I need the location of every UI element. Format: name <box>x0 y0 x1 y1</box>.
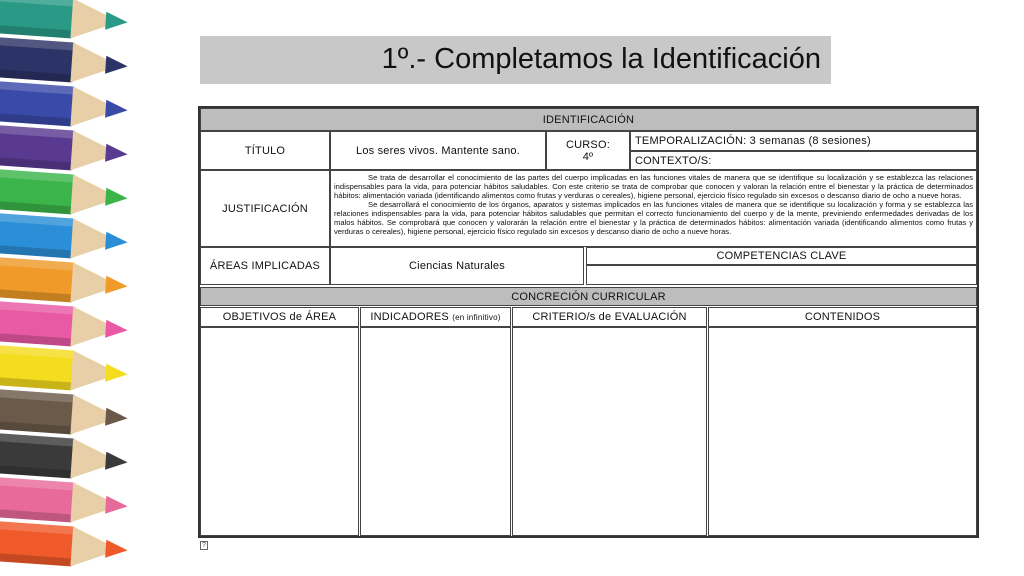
criterios-body <box>512 327 707 536</box>
identification-header: IDENTIFICACIÓN <box>200 108 977 131</box>
pencil <box>0 124 171 177</box>
justificacion-paragraph-1: Se trata de desarrollar el conocimiento de las partes del cuerpo implicadas en las funciones vitales de manera que se identifique su localización y se establezca las relaciones indispensables para la vida, para potenciar hábitos saludables. Con este criterio se trata de comprobar que conocen y valoran la relación entre el bienestar y la práctica de determinados hábitos: alimentación variada (identificando alimentos como frutas y verduras o cereales), higiene personal, ejercicio físico regulado sin excesos o descanso diario de ocho a nueve horas. <box>334 173 973 200</box>
competencias-header: COMPETENCIAS CLAVE <box>586 247 977 265</box>
pencil <box>0 256 171 309</box>
indicadores-body <box>360 327 511 536</box>
pencil <box>0 432 171 485</box>
colored-pencils-decoration <box>0 0 175 576</box>
justificacion-label: JUSTIFICACIÓN <box>200 170 330 247</box>
pencil <box>0 300 171 353</box>
areas-label: ÁREAS IMPLICADAS <box>200 247 330 285</box>
col-indicadores-note: (en infinitivo) <box>452 312 501 322</box>
col-indicadores-label: INDICADORES <box>370 311 449 323</box>
identification-table <box>198 106 979 538</box>
titulo-label: TÍTULO <box>200 131 330 170</box>
titulo-value: Los seres vivos. Mantente sano. <box>330 131 546 170</box>
pencil <box>0 476 171 529</box>
areas-value: Ciencias Naturales <box>330 247 584 285</box>
competencias-value <box>586 265 977 285</box>
placeholder-icon: ? <box>200 541 208 550</box>
page-title: 1º.- Completamos la Identificación <box>381 43 821 75</box>
title-bar <box>200 36 831 84</box>
col-criterios: CRITERIO/s de EVALUACIÓN <box>512 307 707 327</box>
pencil <box>0 520 171 573</box>
pencil <box>0 80 171 133</box>
justificacion-text <box>330 170 977 247</box>
justificacion-paragraph-2: Se desarrollará el conocimiento de los órganos, aparatos y sistemas implicados en las funciones vitales de manera que se identifique su localización y forma y se establezca las relaciones indispensables para la vida, para potenciar hábitos saludables que permitan el correcto funcionamiento del cuerpo y de la mente, previniendo enfermedades derivadas de los malos hábitos. Se comprobará que conocen y valorarán la relación entre el bienestar y la práctica de determinados hábitos: alimentación variada (identificando alimentos como frutas y verduras o cereales), higiene personal, ejercicio físico regulado sin excesos y descanso diario de ocho a nueve horas. <box>334 200 973 236</box>
col-contenidos: CONTENIDOS <box>708 307 977 327</box>
pencil <box>0 212 171 265</box>
pencil <box>0 388 171 441</box>
curso-label: CURSO: <box>566 138 610 151</box>
col-objetivos: OBJETIVOS de ÁREA <box>200 307 359 327</box>
contexto-cell: CONTEXTO/S: <box>630 151 977 170</box>
pencil <box>0 344 171 397</box>
curso-value: 4º <box>582 150 594 163</box>
pencil <box>0 36 171 89</box>
objetivos-body <box>200 327 359 536</box>
temporalizacion-cell: TEMPORALIZACIÓN: 3 semanas (8 sesiones) <box>630 131 977 151</box>
col-indicadores <box>360 307 511 327</box>
pencil <box>0 168 171 221</box>
curso-cell <box>546 131 630 170</box>
contenidos-body <box>708 327 977 536</box>
concrecion-header: CONCRECIÓN CURRICULAR <box>200 287 977 306</box>
